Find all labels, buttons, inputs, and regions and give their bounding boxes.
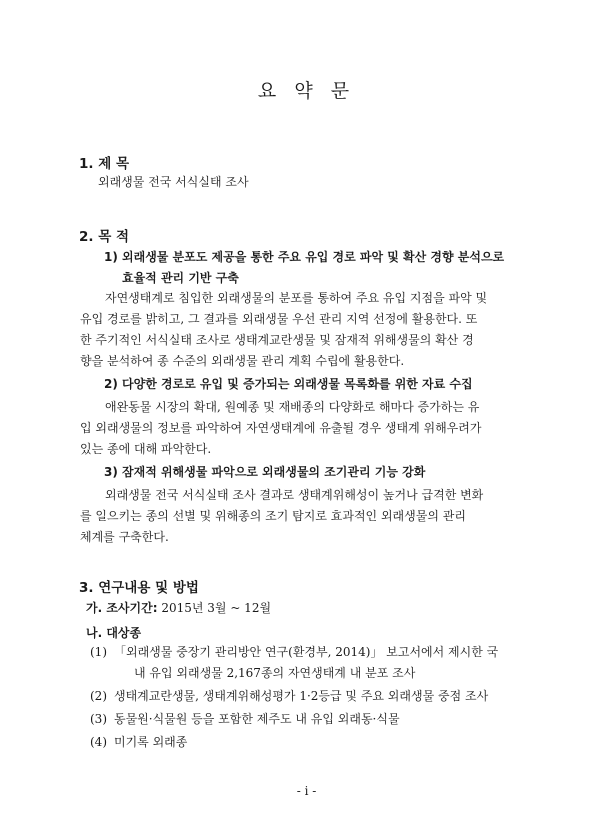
objective-1-line2: 유입 경로를 밝히고, 그 결과를 외래생물 우선 관리 지역 선정에 활용한다. 또 [80,312,478,326]
target-2-num: (2) [90,689,107,703]
objective-1-line1: 자연생태계로 침입한 외래생물의 분포를 통하여 주요 유입 지점을 파악 및 [105,291,488,305]
objective-2-line3: 있는 종에 대해 파악한다. [80,442,212,456]
survey-period [86,599,271,616]
page-title: 요 약 문 [257,80,356,102]
objective-3-line1: 외래생물 전국 서식실태 조사 결과로 생태계위해성이 높거나 급격한 변화 [105,488,484,502]
section-2-heading: 2. 목 적 [79,229,130,245]
objective-3-line3: 체계를 구축한다. [80,530,169,544]
objective-1-line3: 한 주기적인 서식실태 조사로 생태계교란생물 및 잠재적 위해생물의 확산 경 [80,333,474,347]
target-4-num: (4) [90,735,107,749]
objective-1-heading-line1: 1) 외래생물 분포도 제공을 통한 주요 유입 경로 파악 및 확산 경향 분석으로 [104,250,505,264]
target-2-line1: 생태계교란생물, 생태계위해성평가 1·2등급 및 주요 외래생물 중점 조사 [114,689,489,703]
objective-1-heading-line2: 효율적 관리 기반 구축 [122,271,239,285]
objective-1-line4: 향을 분석하여 종 수준의 외래생물 관리 계획 수립에 활용한다. [80,354,405,368]
target-3-num: (3) [90,712,107,726]
target-3-line1: 동물원·식물원 등을 포함한 제주도 내 유입 외래동·식물 [114,712,400,726]
objective-3-line2: 를 일으키는 종의 선별 및 위해종의 조기 탐지로 효과적인 외래생물의 관리 [80,509,466,523]
targets-label: 나. 대상종 [86,626,142,640]
objective-3-heading: 3) 잠재적 위해생물 파악으로 외래생물의 조기관리 기능 강화 [104,465,426,479]
target-1-line1: 「외래생물 중장기 관리방안 연구(환경부, 2014)」 보고서에서 제시한 국 [114,645,499,659]
section-1-content: 외래생물 전국 서식실태 조사 [98,175,249,189]
target-1-num: (1) [90,645,107,659]
target-1-line2: 내 유입 외래생물 2,167종의 자연생태계 내 분포 조사 [134,666,416,680]
survey-period-label: 가. 조사기간: [86,601,158,615]
section-1-heading: 1. 제 목 [79,156,130,172]
objective-2-line1: 애완동물 시장의 확대, 원예종 및 재배종의 다양화로 해마다 증가하는 유 [105,400,480,414]
target-4-line1: 미기록 외래종 [114,735,188,749]
objective-2-heading: 2) 다양한 경로로 유입 및 증가되는 외래생물 목록화를 위한 자료 수집 [104,377,473,391]
survey-period-value: 2015년 3월 ~ 12월 [161,601,272,615]
page-number: - i - [296,784,317,798]
section-3-heading: 3. 연구내용 및 방법 [79,580,199,596]
objective-2-line2: 입 외래생물의 정보를 파악하여 자연생태계에 유출될 경우 생태계 위해우려가 [80,421,482,435]
